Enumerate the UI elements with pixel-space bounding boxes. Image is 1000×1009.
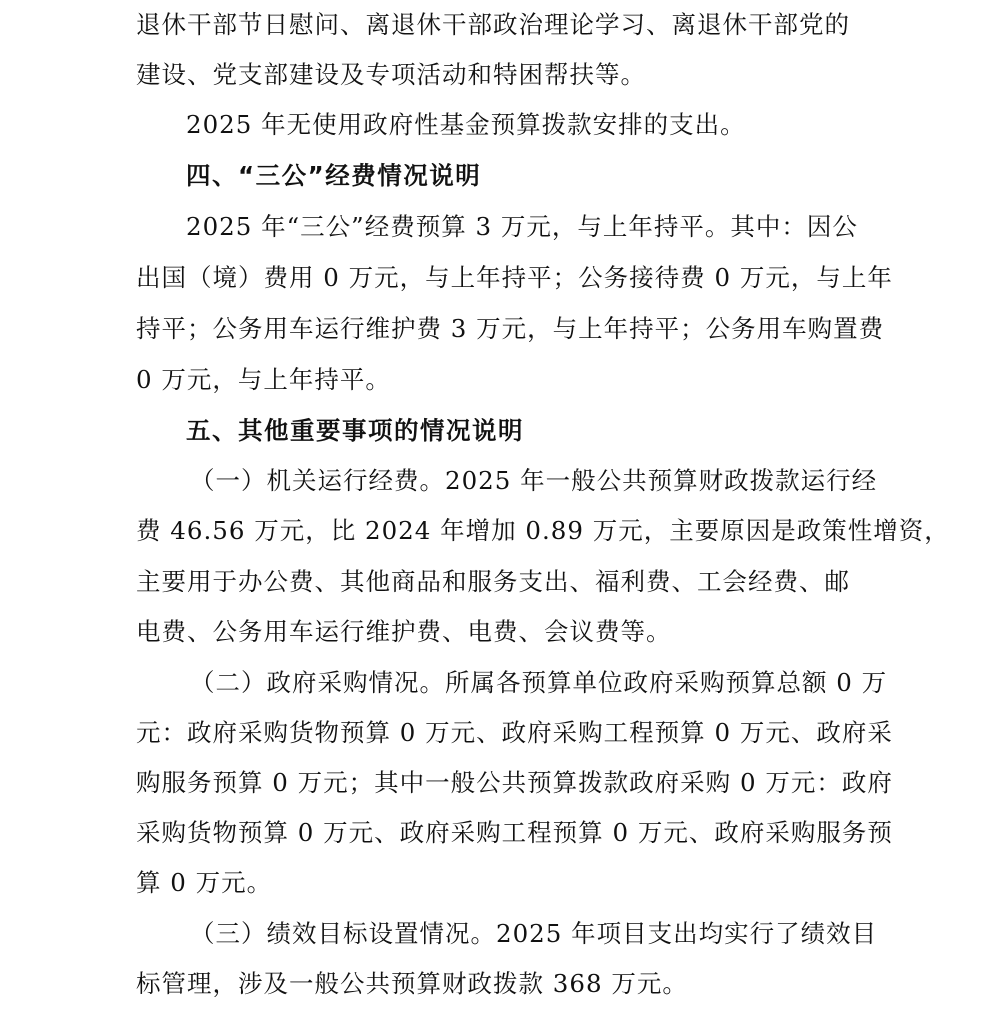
paragraph-line: 2025 年无使用政府性基金预算拨款安排的支出。 — [186, 110, 746, 139]
paragraph-line: 费 46.56 万元，比 2024 年增加 0.89 万元，主要原因是政策性增资， — [136, 516, 950, 545]
paragraph-line: 出国（境）费用 0 万元，与上年持平；公务接待费 0 万元，与上年 — [136, 263, 893, 292]
paragraph-line: 主要用于办公费、其他商品和服务支出、福利费、工会经费、邮 — [136, 567, 850, 596]
paragraph-line: （一）机关运行经费。2025 年一般公共预算财政拨款运行经 — [190, 466, 878, 495]
paragraph-line: 退休干部节日慰问、离退休干部政治理论学习、离退休干部党的 — [136, 10, 850, 39]
paragraph-line: （二）政府采购情况。所属各预算单位政府采购预算总额 0 万 — [190, 668, 888, 697]
paragraph-line: 元：政府采购货物预算 0 万元、政府采购工程预算 0 万元、政府采 — [136, 718, 893, 747]
paragraph-line: 采购货物预算 0 万元、政府采购工程预算 0 万元、政府采购服务预 — [136, 818, 893, 847]
paragraph-line: 算 0 万元。 — [136, 868, 273, 897]
paragraph-line: 购服务预算 0 万元；其中一般公共预算拨款政府采购 0 万元：政府 — [136, 768, 893, 797]
paragraph-line: 建设、党支部建设及专项活动和特困帮扶等。 — [136, 60, 646, 89]
paragraph-line: 0 万元，与上年持平。 — [136, 365, 391, 394]
paragraph-line: 2025 年“三公”经费预算 3 万元，与上年持平。其中：因公 — [186, 212, 858, 241]
paragraph-line: （三）绩效目标设置情况。2025 年项目支出均实行了绩效目 — [190, 919, 878, 948]
paragraph-line: 持平；公务用车运行维护费 3 万元，与上年持平；公务用车购置费 — [136, 314, 885, 343]
section-heading-four: 四、“三公”经费情况说明 — [186, 161, 482, 190]
paragraph-line: 电费、公务用车运行维护费、电费、会议费等。 — [136, 617, 672, 646]
paragraph-line: 标管理，涉及一般公共预算财政拨款 368 万元。 — [136, 969, 688, 998]
section-heading-five: 五、其他重要事项的情况说明 — [186, 416, 524, 445]
